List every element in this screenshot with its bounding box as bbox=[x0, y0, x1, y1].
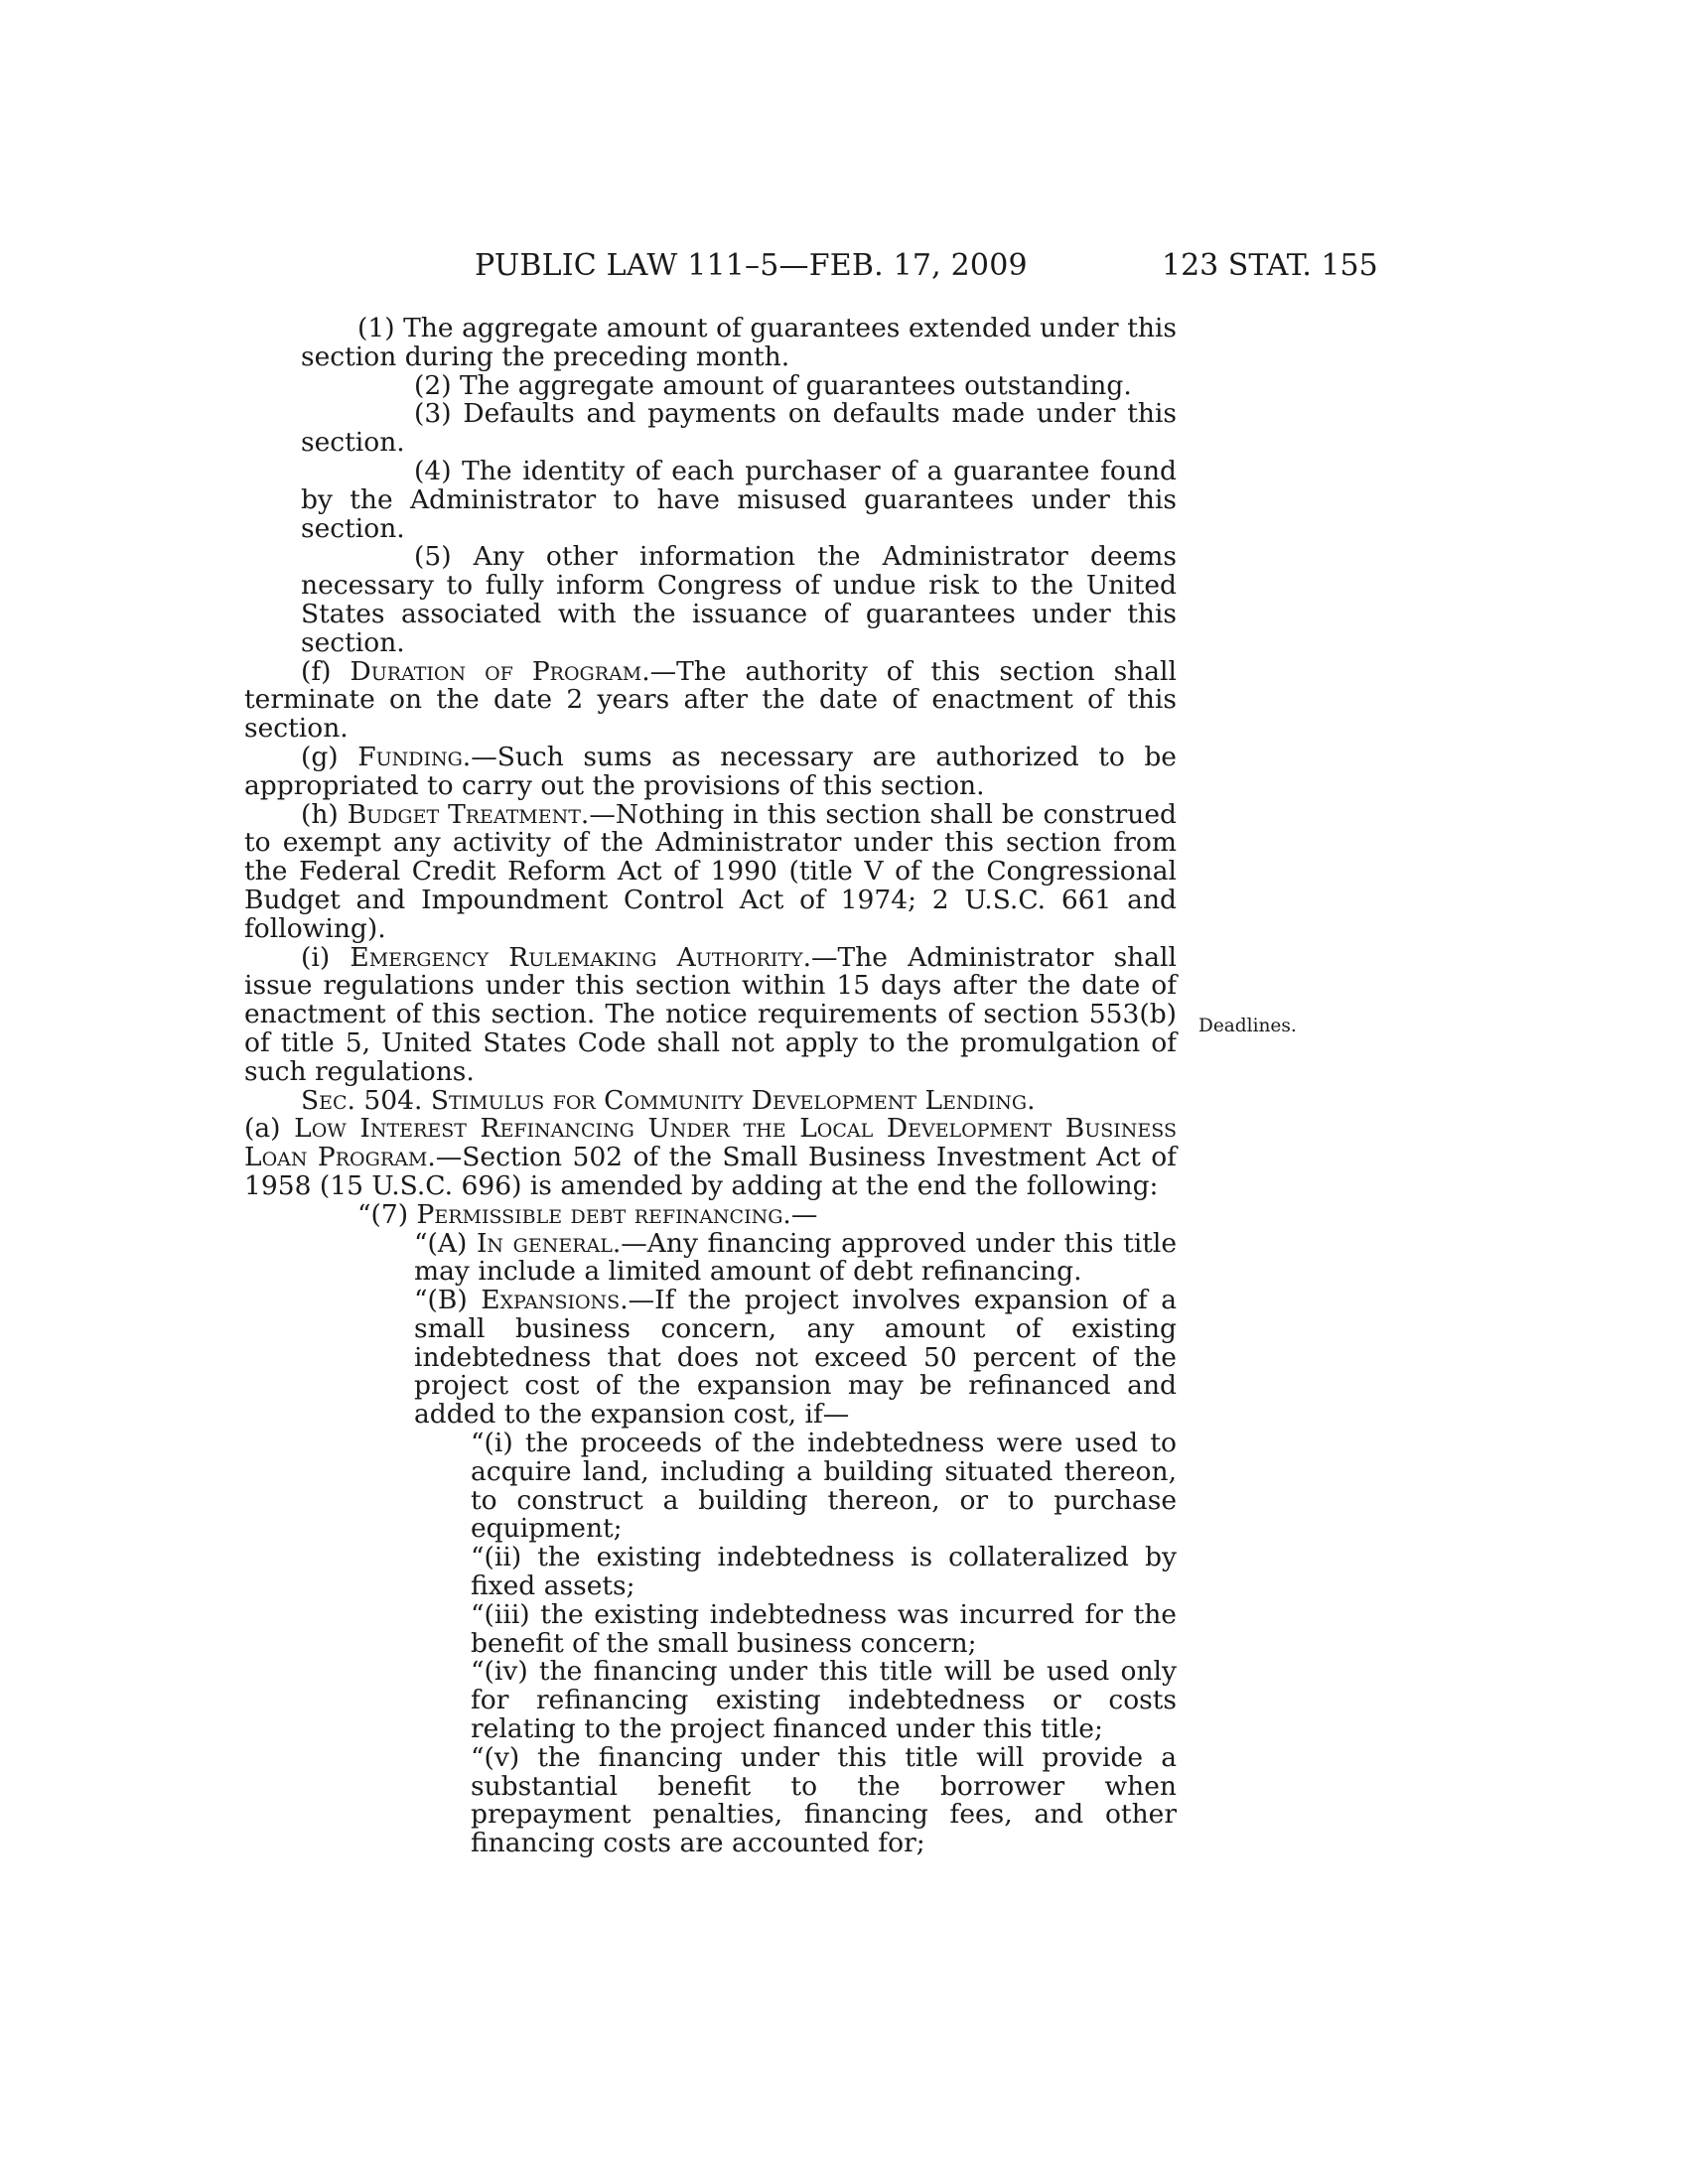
subsection-i bbox=[244, 941, 1177, 1087]
paragraph-heading: Permissible debt refinancing bbox=[416, 1198, 783, 1230]
subsection-f bbox=[244, 655, 1177, 745]
paragraph-label: “(7) bbox=[357, 1198, 417, 1230]
subsection-text: .—Such sums as necessary are authorized to be appropriated to carry out the provisions of this section. bbox=[244, 741, 1177, 801]
subsection-heading: Emergency Rulemaking Authority bbox=[350, 941, 803, 973]
clause-text: “(v) the financing under this title will provide a substantial benefit to the borrower when prepayment penalties, financing fees, and other financing costs are accounted for; bbox=[471, 1741, 1177, 1859]
subsection-label: (a) bbox=[244, 1113, 295, 1145]
subsection-heading: Duration of Program bbox=[350, 655, 642, 687]
subsection-text: .—The Administrator shall issue regulations under this section within 15 days after the date of enactment of this section. The notice requirements of section 553(b) of title 5, United States Code shall not apply to the promulgation of such regulations. bbox=[244, 941, 1177, 1087]
clause-iii bbox=[301, 1598, 1177, 1659]
subsection-heading: Funding bbox=[357, 741, 463, 772]
clause-i bbox=[301, 1430, 1177, 1544]
subparagraph-label: “(A) bbox=[414, 1227, 477, 1259]
subparagraph-label: “(B) bbox=[414, 1285, 482, 1316]
paragraph-text: (1) The aggregate amount of guarantees extended under this section during the preceding month. bbox=[301, 313, 1177, 372]
page-reference: 123 STAT. 155 bbox=[1162, 248, 1378, 283]
subsection-label: (i) bbox=[301, 941, 351, 973]
subsection-h bbox=[244, 798, 1177, 944]
subsection-g bbox=[244, 741, 1177, 801]
subparagraph-heading: In general bbox=[476, 1227, 613, 1259]
clause-ii bbox=[301, 1544, 1177, 1601]
paragraph-4 bbox=[301, 455, 1177, 544]
subsection-label: (f) bbox=[301, 655, 351, 687]
subparagraph-text: .—If the project involves expansion of a small business concern, any amount of existing indebtedness that does not exceed 50 percent of the project cost of the expansion may be refinanced and added to the expansion cost, if— bbox=[414, 1285, 1177, 1431]
paragraph-1 bbox=[244, 315, 1177, 372]
quoted-subparagraph-a bbox=[301, 1227, 1178, 1288]
section-label: Sec. 504. bbox=[301, 1084, 431, 1116]
margin-note: Deadlines. bbox=[1198, 1016, 1297, 1036]
clause-text: “(i) the proceeds of the indebtedness were used to acquire land, including a building situated thereon, to construct a building thereon, or to purchase equipment; bbox=[471, 1428, 1177, 1545]
clause-v bbox=[301, 1741, 1177, 1859]
section-heading: Stimulus for Community Development Lending. bbox=[430, 1084, 1036, 1116]
subsection-heading: Low Interest Refinancing Under the Local Development Business Loan Program bbox=[244, 1113, 1177, 1173]
quoted-subparagraph-b bbox=[301, 1287, 1177, 1430]
section-504-heading bbox=[244, 1084, 1177, 1116]
clause-text: “(iv) the financing under this title will be used only for refinancing existing indebtedness or costs relating to the project financed under this title; bbox=[471, 1656, 1177, 1745]
paragraph-text: (2) The aggregate amount of guarantees outstanding. bbox=[414, 369, 1132, 401]
paragraph-text: .— bbox=[782, 1198, 818, 1230]
paragraph-text: (5) Any other information the Administrator deems necessary to fully inform Congress of undue risk to the United States associated with the issuance of guarantees under this section. bbox=[301, 541, 1177, 658]
subsection-text: .—Section 502 of the Small Business Investment Act of 1958 (15 U.S.C. 696) is amended by adding at the end the following: bbox=[244, 1142, 1177, 1201]
running-header-title: PUBLIC LAW 111–5—FEB. 17, 2009 bbox=[475, 248, 1028, 283]
quoted-paragraph-7 bbox=[301, 1198, 1177, 1230]
subparagraph-text: .—Any financing approved under this title may include a limited amount of debt refinancing. bbox=[414, 1227, 1178, 1288]
clause-text: “(ii) the existing indebtedness is collateralized by fixed assets; bbox=[471, 1542, 1177, 1602]
body-text bbox=[244, 313, 1178, 1859]
clause-iv bbox=[301, 1658, 1177, 1743]
paragraph-2 bbox=[301, 369, 1177, 401]
subsection-text: .—The authority of this section shall terminate on the date 2 years after the date of enactment of this section. bbox=[244, 655, 1177, 745]
subsection-label: (h) bbox=[301, 798, 348, 830]
subsection-a bbox=[244, 1115, 1177, 1200]
paragraph-5 bbox=[301, 543, 1177, 657]
subsection-text: .—Nothing in this section shall be construed to exempt any activity of the Administrator under this section from the Federal Credit Reform Act of 1990 (title V of the Congressional Budget and Impoundment Control Act of 1974; 2 U.S.C. 661 and following). bbox=[244, 798, 1177, 944]
clause-text: “(iii) the existing indebtedness was incurred for the benefit of the small business concern; bbox=[471, 1598, 1177, 1659]
subparagraph-heading: Expansions bbox=[481, 1285, 621, 1316]
subsection-heading: Budget Treatment bbox=[347, 798, 581, 830]
paragraph-text: (4) The identity of each purchaser of a guarantee found by the Administrator to have misused guarantees under this section. bbox=[301, 455, 1177, 544]
paragraph-3 bbox=[301, 400, 1177, 458]
paragraph-text: (3) Defaults and payments on defaults made under this section. bbox=[301, 398, 1177, 459]
subsection-label: (g) bbox=[301, 741, 358, 772]
